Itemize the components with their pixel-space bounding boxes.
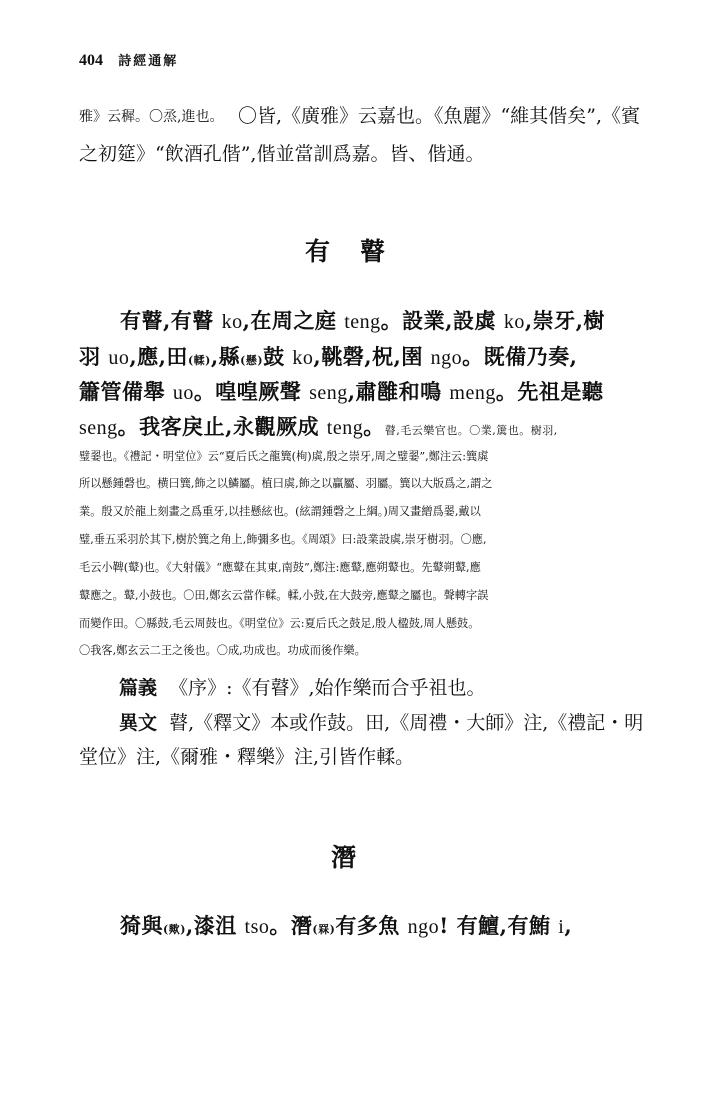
note-line-4: 璧,垂五采羽於其下,樹於簨之角上,飾彌多也。《周頌》曰:設業設虡,崇牙樹羽。〇應,: [79, 533, 487, 546]
top-note-line-2: 之初筵》“飲酒孔偕”,偕並當訓爲嘉。皆、偕通。: [79, 143, 485, 165]
poem-line-4: seng。我客戾止,永觀厥成 teng。瞽,毛云樂官也。〇業,簴也。樹羽,: [79, 414, 558, 439]
yiwen-paragraph: [119, 708, 643, 735]
note-line-8: 〇我客,鄭玄云二王之後也。〇成,功成也。功成而後作樂。: [79, 644, 366, 657]
note-line-2: 所以懸鍾磬也。横曰簨,飾之以鱗屬。植曰虡,飾之以贏屬、羽屬。簨以大版爲之,謂之: [79, 477, 493, 490]
pianyi-paragraph: [119, 673, 486, 700]
note-line-6: 鼙應之。鼙,小鼓也。〇田,鄭玄云當作輮。輮,小鼓,在大鼓旁,應鼙之屬也。聲轉字誤: [79, 589, 489, 602]
yiwen-text-2: 堂位》注,《爾雅・釋樂》注,引皆作輮。: [79, 746, 415, 768]
poem2-line-1: 猗與(歟),漆沮 tso。潛(罧)有多魚 ngo! 有鱣,有鮪 i,: [120, 913, 573, 938]
yiwen-label: 異文: [119, 712, 158, 734]
poem-title-qian: 潛: [331, 843, 357, 872]
note-line-7: 而變作田。〇縣鼓,毛云周鼓也。《明堂位》云:夏后氏之鼓足,殷人楹鼓,周人懸鼓。: [79, 617, 480, 630]
poem-line-3: 簫管備舉 uo。喤喤厥聲 seng,肅雝和鳴 meng。先祖是聽: [79, 379, 604, 404]
pianyi-text: 《序》:《有瞽》,始作樂而合乎祖也。: [169, 677, 486, 699]
top-note-line-1a: 雅》云穉。〇烝,進也。: [79, 109, 224, 125]
note-line-3: 業。殷又於龍上刻畫之爲重牙,以挂懸絃也。(絃謂鍾磬之上綱。)周又畫繒爲翣,戴以: [79, 505, 481, 518]
book-title: 詩經通解: [118, 54, 179, 69]
top-note-line-1b: 〇皆,《廣雅》云嘉也。《魚麗》“維其偕矣”,《賓: [238, 105, 641, 127]
poem-line-2: 羽 uo,應,田(輮),縣(懸)鼓 ko,鞉磬,柷,圉 ngo。既備乃奏,: [79, 344, 578, 369]
note-line-0: 瞽,毛云樂官也。〇業,簴也。樹羽,: [384, 424, 558, 437]
yiwen-text-1: 瞽,《釋文》本或作鼓。田,《周禮・大師》注,《禮記・明: [169, 712, 644, 734]
poem-line-1: 有瞽,有瞽 ko,在周之庭 teng。設業,設虡 ko,崇牙,樹: [120, 308, 605, 333]
pianyi-label: 篇義: [119, 677, 158, 699]
note-line-5: 毛云小鞞(鼙)也。《大射儀》“應鼙在其東,南鼓”,鄭注:應鼙,應朔鼙也。先鼙朔鼙,應: [79, 561, 481, 574]
page-header: [79, 50, 178, 70]
page-number: 404: [79, 52, 103, 69]
note-line-1: 璧翣也。《禮記・明堂位》云“夏后氏之龍簨(栒)虡,殷之崇牙,周之璧翣”,鄭注云:簨虡: [79, 450, 489, 463]
poem-title-yougu: 有瞽: [305, 237, 416, 266]
